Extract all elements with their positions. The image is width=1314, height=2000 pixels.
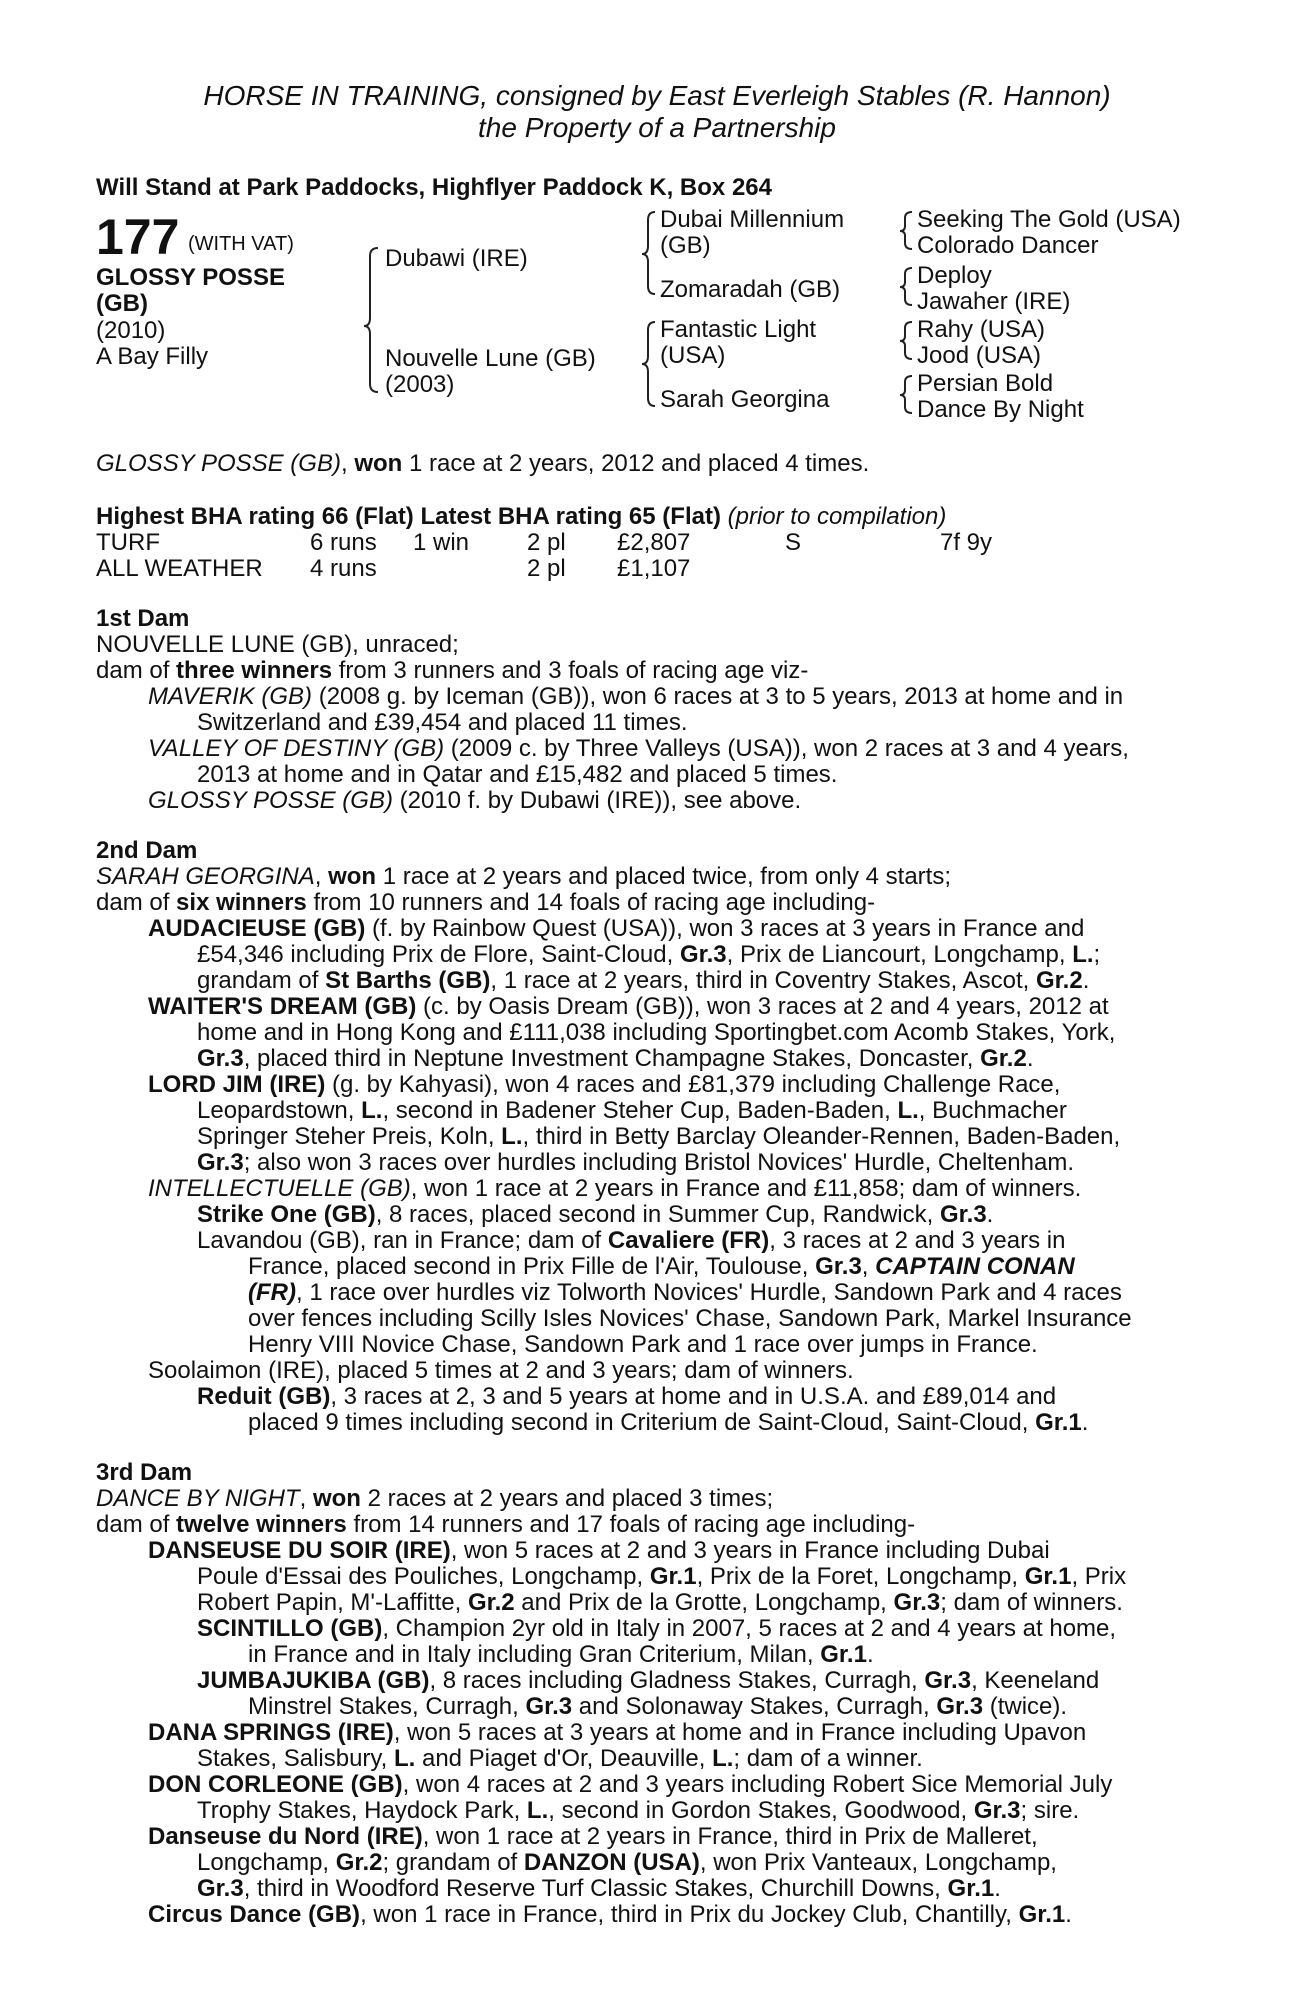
pedigree-g3-1: Seeking The Gold (USA) [917, 206, 1181, 233]
dam3-scintillo: SCINTILLO (GB), Champion 2yr old in Italy in 2007, 5 races at 2 and 4 years at home, [197, 1615, 1117, 1642]
dam2-lavandou-5: Henry VIII Novice Chase, Sandown Park and 1 race over jumps in France. [248, 1331, 1038, 1358]
pedigree-sire-sire-origin: (GB) [660, 232, 711, 259]
dam1-valley-2: 2013 at home and in Qatar and £15,482 and placed 5 times. [197, 761, 838, 788]
dam2-line-1: SARAH GEORGINA, won 1 race at 2 years and placed twice, from only 4 starts; [96, 863, 951, 890]
pedigree-g3-8: Dance By Night [917, 396, 1084, 423]
pedigree-dam-year: (2003) [385, 371, 455, 398]
dam2-lord-jim-3: Springer Steher Preis, Koln, L., third in Betty Barclay Oleander-Rennen, Baden-Baden, [197, 1123, 1121, 1150]
dam3-dana-springs: DANA SPRINGS (IRE), won 5 races at 3 years at home and in France including Upavon [148, 1719, 1087, 1746]
dam2-audacieuse-3: grandam of St Barths (GB), 1 race at 2 years, third in Coventry Stakes, Ascot, Gr.2. [197, 967, 1090, 994]
dam3-heading: 3rd Dam [96, 1459, 193, 1486]
catalogue-page: HORSE IN TRAINING, consigned by East Everleigh Stables (R. Hannon) the Property of a Partnership Will Stand at Park Paddocks, Highflyer Paddock K, Box 264 177 (WITH VAT) GLOSSY POSSE (GB) (2010) A Bay Filly Dubawi (IRE) Nouvelle Lune (GB) (2003) Dubai Millennium (GB) Zomaradah (GB) Fantastic Light (USA) Sarah Georgina Seeking The Gold (USA) Colorado Dancer Deploy Jawaher (IRE) Rahy (USA) Jood (USA) Persian Bold Dance By Night GLOSSY POSSE (GB), won 1 race at 2 years, 2012 and placed 4 times. Highest BHA rating 66 (Flat) Latest BHA rating 65 (Flat) (prior to compilation) TURF 6 runs 1 win 2 pl £2,807 S 7f 9y ALL WEATHER 4 runs 2 pl £1,107 1st Dam NOUVELLE LUNE (GB), unraced; dam of three winners from 3 runners and 3 foals of racing age viz- MAVERIK (GB) (2008 g. by Iceman (GB)), won 6 races at 3 to 5 years, 2013 at home and in Switzerland and £39,454 and placed 11 times. VALLEY OF DESTINY (GB) (2009 c. by Three Valleys (USA)), won 2 races at 3 and 4 years, 2013 at home and in Qatar and £15,482 and placed 5 times. GLOSSY POSSE (GB) (2010 f. by Dubawi (IRE)), see above. 2nd Dam SARAH GEORGINA, won 1 race at 2 years and placed twice, from only 4 starts; dam of six winners from 10 runners and 14 foals of racing age including- AUDACIEUSE (GB) (f. by Rainbow Quest (USA)), won 3 races at 3 years in France and £54,346 including Prix de Flore, Saint-Cloud, Gr.3, Prix de Liancourt, Longchamp, L.; grandam of St Barths (GB), 1 race at 2 years, third in Coventry Stakes, Ascot, Gr.2. WAITER'S DREAM (GB) (c. by Oasis Dream (GB)), won 3 races at 2 and 4 years, 2012 at home and in Hong Kong and £111,038 including Sportingbet.com Acomb Stakes, York, Gr.3, placed third in Neptune Investment Champagne Stakes, Doncaster, Gr.2. LORD JIM (IRE) (g. by Kahyasi), won 4 races and £81,379 including Challenge Race, Leopardstown, L., second in Badener Steher Cup, Baden-Baden, L., Buchmacher Springer Steher Preis, Koln, L., third in Betty Barclay Oleander-Rennen, Baden-Baden, Gr.3; also won 3 races over hurdles including Bristol Novices' Hurdle, Cheltenham. INTELLECTUELLE (GB), won 1 race at 2 years in France and £11,858; dam of winners. Strike One (GB), 8 races, placed second in Summer Cup, Randwick, Gr.3. Lavandou (GB), ran in France; dam of Cavaliere (FR), 3 races at 2 and 3 years in France, placed second in Prix Fille de l'Air, Toulouse, Gr.3, CAPTAIN CONAN (FR), 1 race over hurdles viz Tolworth Novices' Hurdle, Sandown Park and 4 races over fences including Scilly Isles Novices' Chase, Sandown Park, Markel Insurance Henry VIII Novice Chase, Sandown Park and 1 race over jumps in France. Soolaimon (IRE), placed 5 times at 2 and 3 years; dam of winners. Reduit (GB), 3 races at 2, 3 and 5 years at home and in U.S.A. and £89,014 and placed 9 times including second in Criterium de Saint-Cloud, Saint-Cloud, Gr.1. 3rd Dam DANCE BY NIGHT, won 2 races at 2 years and placed 3 times; dam of twelve winners from 14 runners and 17 foals of racing age including- DANSEUSE DU SOIR (IRE), won 5 races at 2 and 3 years in France including Dubai Poule d'Essai des Pouliches, Longchamp, Gr.1, Prix de la Foret, Longchamp, Gr.1, Prix Robert Papin, M'-Laffitte, Gr.2 and Prix de la Grotte, Longchamp, Gr.3; dam of winners. SCINTILLO (GB), Champion 2yr old in Italy in 2007, 5 races at 2 and 4 years at home, in France and in Italy including Gran Criterium, Milan, Gr.1. JUMBAJUKIBA (GB), 8 races including Gladness Stakes, Curragh, Gr.3, Keeneland Minstrel Stakes, Curragh, Gr.3 and Solonaway Stakes, Curragh, Gr.3 (twice). DANA SPRINGS (IRE), won 5 races at 3 years at home and in France including Upavon Stakes, Salisbury, L. and Piaget d'Or, Deauville, L.; dam of a winner. DON CORLEONE (GB), won 4 races at 2 and 3 years including Robert Sice Memorial July Trophy Stakes, Haydock Park, L., second in Gordon Stakes, Goodwood, Gr.3; sire. Danseuse du Nord (IRE), won 1 race at 2 years in France, third in Prix de Malleret, Longchamp, Gr.2; grandam of DANZON (USA), won Prix Vanteaux, Longchamp, Gr.3, third in Woodford Reserve Turf Classic Stakes, Churchill Downs, Gr.1. Circus Dance (GB), won 1 race in France, third in Prix du Jockey Club, Chantilly, Gr.1. [0, 0, 1314, 2000]
bha-ratings: Highest BHA rating 66 (Flat) Latest BHA rating 65 (Flat) (prior to compilation) [96, 503, 947, 530]
vat-note: (WITH VAT) [188, 233, 294, 255]
pedigree-sire-dam: Zomaradah (GB) [660, 276, 841, 303]
pedigree-g3-3: Deploy [917, 262, 992, 289]
pedigree-g3-7: Persian Bold [917, 370, 1054, 397]
dam3-don-corleone: DON CORLEONE (GB), won 4 races at 2 and 3 years including Robert Sice Memorial July [148, 1771, 1113, 1798]
dam2-lord-jim-2: Leopardstown, L., second in Badener Steher Cup, Baden-Baden, L., Buchmacher [197, 1097, 1067, 1124]
dam2-intellectuelle: INTELLECTUELLE (GB), won 1 race at 2 years in France and £11,858; dam of winners. [148, 1175, 1082, 1202]
dam1-glossy: GLOSSY POSSE (GB) (2010 f. by Dubawi (IRE)), see above. [148, 787, 802, 814]
horse-description: A Bay Filly [96, 343, 209, 370]
dam2-lavandou-4: over fences including Scilly Isles Novices' Chase, Sandown Park, Markel Insurance [248, 1305, 1132, 1332]
dam3-circus-dance: Circus Dance (GB), won 1 race in France, third in Prix du Jockey Club, Chantilly, Gr.1. [148, 1901, 1072, 1928]
pedigree-sire: Dubawi (IRE) [385, 245, 528, 272]
race-summary: GLOSSY POSSE (GB), won 1 race at 2 years, 2012 and placed 4 times. [96, 450, 870, 477]
dam3-dana-springs-2: Stakes, Salisbury, L. and Piaget d'Or, Deauville, L.; dam of a winner. [197, 1745, 923, 1772]
dam2-waiters-dream: WAITER'S DREAM (GB) (c. by Oasis Dream (GB)), won 3 races at 2 and 4 years, 2012 at [148, 993, 1109, 1020]
pedigree-g3-6: Jood (USA) [917, 342, 1042, 369]
dam2-reduit-2: placed 9 times including second in Criterium de Saint-Cloud, Saint-Cloud, Gr.1. [248, 1409, 1089, 1436]
dam3-don-corleone-2: Trophy Stakes, Haydock Park, L., second in Gordon Stakes, Goodwood, Gr.3; sire. [197, 1797, 1080, 1824]
dam3-danseuse-du-soir-3: Robert Papin, M'-Laffitte, Gr.2 and Prix de la Grotte, Longchamp, Gr.3; dam of winners. [197, 1589, 1123, 1616]
dam1-maverik-2: Switzerland and £39,454 and placed 11 times. [197, 709, 688, 736]
dam1-heading: 1st Dam [96, 605, 190, 632]
header-line-2: the Property of a Partnership [478, 112, 836, 143]
dam1-maverik: MAVERIK (GB) (2008 g. by Iceman (GB)), won 6 races at 3 to 5 years, 2013 at home and in [148, 683, 1124, 710]
foaling-year: (2010) [96, 317, 166, 344]
pedigree-sire-sire: Dubai Millennium [660, 206, 845, 233]
dam1-valley: VALLEY OF DESTINY (GB) (2009 c. by Three Valleys (USA)), won 2 races at 3 and 4 years, [148, 735, 1129, 762]
stand-location: Will Stand at Park Paddocks, Highflyer Paddock K, Box 264 [96, 174, 772, 201]
dam3-scintillo-2: in France and in Italy including Gran Criterium, Milan, Gr.1. [248, 1641, 874, 1668]
pedigree-g3-4: Jawaher (IRE) [917, 288, 1071, 315]
dam2-heading: 2nd Dam [96, 837, 198, 864]
pedigree-dam-sire: Fantastic Light [660, 316, 817, 343]
dam2-waiters-dream-3: Gr.3, placed third in Neptune Investment Champagne Stakes, Doncaster, Gr.2. [197, 1045, 1034, 1072]
dam3-line-1: DANCE BY NIGHT, won 2 races at 2 years and placed 3 times; [96, 1485, 774, 1512]
dam2-audacieuse-2: £54,346 including Prix de Flore, Saint-Cloud, Gr.3, Prix de Liancourt, Longchamp, L.; [197, 941, 1101, 968]
dam1-line-2: dam of three winners from 3 runners and 3 foals of racing age viz- [96, 657, 809, 684]
dam3-line-2: dam of twelve winners from 14 runners and 17 foals of racing age including- [96, 1511, 916, 1538]
dam2-line-2: dam of six winners from 10 runners and 14 foals of racing age including- [96, 889, 876, 916]
horse-origin: (GB) [96, 290, 148, 317]
dam2-lavandou-2: France, placed second in Prix Fille de l'Air, Toulouse, Gr.3, CAPTAIN CONAN [248, 1253, 1075, 1280]
pedigree-g3-2: Colorado Dancer [917, 232, 1099, 259]
dam3-danseuse-du-nord: Danseuse du Nord (IRE), won 1 race at 2 years in France, third in Prix de Malleret, [148, 1823, 1038, 1850]
dam3-danseuse-du-soir: DANSEUSE DU SOIR (IRE), won 5 races at 2 and 3 years in France including Dubai [148, 1537, 1050, 1564]
dam2-audacieuse: AUDACIEUSE (GB) (f. by Rainbow Quest (USA)), won 3 races at 3 years in France and [148, 915, 1085, 942]
dam2-reduit: Reduit (GB), 3 races at 2, 3 and 5 years at home and in U.S.A. and £89,014 and [197, 1383, 1057, 1410]
dam3-jumbajukiba-2: Minstrel Stakes, Curragh, Gr.3 and Solonaway Stakes, Curragh, Gr.3 (twice). [248, 1693, 1068, 1720]
dam3-danseuse-du-nord-2: Longchamp, Gr.2; grandam of DANZON (USA), won Prix Vanteaux, Longchamp, [197, 1849, 1057, 1876]
dam2-lord-jim: LORD JIM (IRE) (g. by Kahyasi), won 4 races and £81,379 including Challenge Race, [148, 1071, 1061, 1098]
horse-name: GLOSSY POSSE [96, 264, 285, 291]
dam2-lavandou: Lavandou (GB), ran in France; dam of Cavaliere (FR), 3 races at 2 and 3 years in [197, 1227, 1066, 1254]
pedigree-g3-5: Rahy (USA) [917, 316, 1046, 343]
dam2-lavandou-3: (FR), 1 race over hurdles viz Tolworth Novices' Hurdle, Sandown Park and 4 races [248, 1279, 1122, 1306]
pedigree-dam: Nouvelle Lune (GB) [385, 345, 596, 372]
dam2-soolaimon: Soolaimon (IRE), placed 5 times at 2 and 3 years; dam of winners. [148, 1357, 854, 1384]
pedigree-dam-sire-origin: (USA) [660, 342, 726, 369]
lot-number: 177 [96, 209, 180, 265]
header-line-1: HORSE IN TRAINING, consigned by East Everleigh Stables (R. Hannon) [203, 80, 1111, 111]
dam3-danseuse-du-soir-2: Poule d'Essai des Pouliches, Longchamp, Gr.1, Prix de la Foret, Longchamp, Gr.1, Prix [197, 1563, 1127, 1590]
dam2-strike-one: Strike One (GB), 8 races, placed second in Summer Cup, Randwick, Gr.3. [197, 1201, 994, 1228]
dam2-lord-jim-4: Gr.3; also won 3 races over hurdles including Bristol Novices' Hurdle, Cheltenham. [197, 1149, 1075, 1176]
dam1-line-1: NOUVELLE LUNE (GB), unraced; [96, 631, 459, 658]
pedigree-dam-dam: Sarah Georgina [660, 386, 830, 413]
dam3-jumbajukiba: JUMBAJUKIBA (GB), 8 races including Gladness Stakes, Curragh, Gr.3, Keeneland [197, 1667, 1100, 1694]
dam3-danseuse-du-nord-3: Gr.3, third in Woodford Reserve Turf Classic Stakes, Churchill Downs, Gr.1. [197, 1875, 1001, 1902]
dam2-waiters-dream-2: home and in Hong Kong and £111,038 including Sportingbet.com Acomb Stakes, York, [197, 1019, 1116, 1046]
